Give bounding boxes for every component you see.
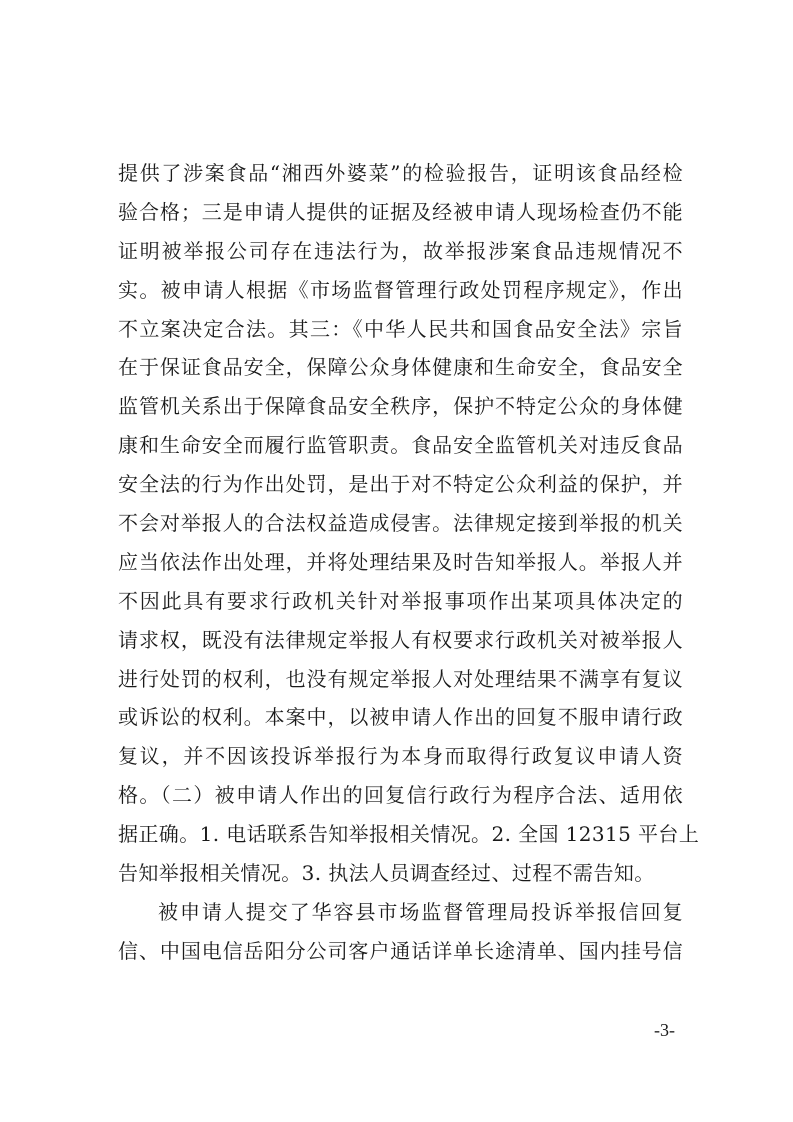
text-line: 请求权，既没有法律规定举报人有权要求行政机关对被举报人	[118, 627, 683, 652]
text-line: 不因此具有要求行政机关针对举报事项作出某项具体决定的	[118, 588, 683, 613]
text-line: 应当依法作出处理，并将处理结果及时告知举报人。举报人并	[118, 549, 683, 574]
text-line: 证明被举报公司存在违法行为，故举报涉案食品违规情况不	[118, 238, 683, 263]
paragraph-1	[118, 154, 700, 893]
text-line: 验合格；三是申请人提供的证据及经被申请人现场检查仍不能	[118, 199, 683, 224]
paragraph-2	[118, 893, 683, 971]
text-line: 进行处罚的权利，也没有规定举报人对处理结果不满享有复议	[118, 666, 683, 691]
text-line: 提供了涉案食品“湘西外婆菜”的检验报告，证明该食品经检	[118, 161, 683, 185]
text-line: 不立案决定合法。其三：《中华人民共和国食品安全法》宗旨	[118, 316, 683, 341]
text-line: 格。（二）被申请人作出的回复信行政行为程序合法、适用依	[118, 783, 683, 808]
text-line: 监管机关系出于保障食品安全秩序，保护不特定公众的身体健	[118, 394, 683, 419]
text-line: 实。被申请人根据《市场监督管理行政处罚程序规定》，作出	[118, 277, 683, 302]
text-line: 不会对举报人的合法权益造成侵害。法律规定接到举报的机关	[118, 511, 683, 536]
text-line: 或诉讼的权利。本案中，以被申请人作出的回复不服申请行政	[118, 705, 683, 730]
text-line: 复议，并不因该投诉举报行为本身而取得行政复议申请人资	[118, 744, 683, 769]
text-line: 在于保证食品安全，保障公众身体健康和生命安全，食品安全	[118, 355, 683, 380]
page-number: -3-	[654, 1020, 675, 1040]
text-line: 被申请人提交了华容县市场监督管理局投诉举报信回复	[158, 899, 683, 924]
body-text	[118, 154, 700, 971]
text-line: 据正确。1. 电话联系告知举报相关情况。2. 全国 12315 平台上	[118, 822, 700, 847]
text-line: 信、中国电信岳阳分公司客户通话详单长途清单、国内挂号信	[118, 938, 683, 963]
text-line: 安全法的行为作出处罚，是出于对不特定公众利益的保护，并	[118, 472, 683, 497]
text-line: 康和生命安全而履行监管职责。食品安全监管机关对违反食品	[118, 433, 683, 458]
text-line: 告知举报相关情况。3. 执法人员调查经过、过程不需告知。	[118, 861, 655, 886]
